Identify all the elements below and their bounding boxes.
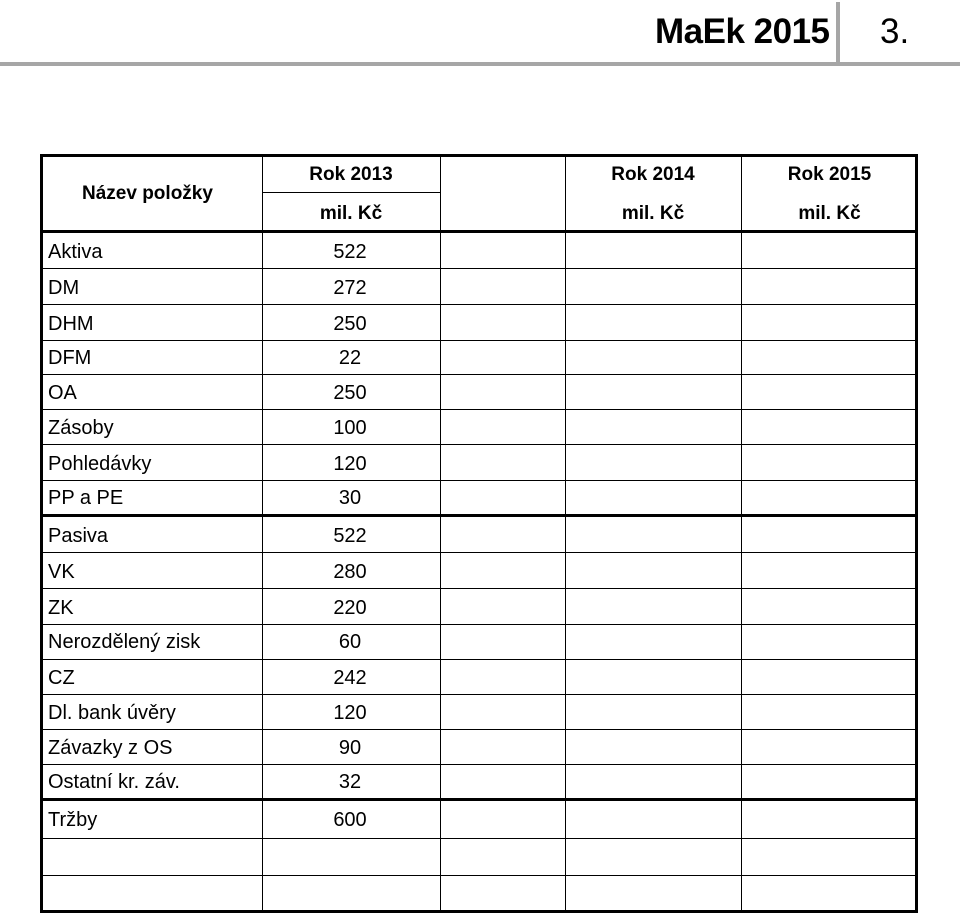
- year-2013-header: Rok 2013: [309, 164, 393, 185]
- row-label: ZK: [48, 597, 74, 619]
- value-2013: 280: [333, 561, 367, 583]
- row-rule: [40, 268, 918, 269]
- value-2013: 600: [333, 809, 367, 831]
- value-2013: 250: [333, 313, 367, 335]
- row-label: Ostatní kr. záv.: [48, 771, 180, 793]
- row-rule: [40, 588, 918, 589]
- document-title: MaEk 2015: [655, 12, 830, 51]
- row-label: Závazky z OS: [48, 737, 173, 759]
- row-label: CZ: [48, 667, 75, 689]
- value-2013: 120: [333, 702, 367, 724]
- header-divider: [836, 2, 840, 62]
- value-2013: 522: [333, 525, 367, 547]
- value-2013: 90: [338, 737, 362, 759]
- row-rule: [40, 304, 918, 305]
- unit-2013-header: mil. Kč: [319, 203, 383, 224]
- row-label: PP a PE: [48, 487, 124, 509]
- row-label: Zásoby: [48, 417, 114, 439]
- header-subline: [262, 192, 440, 193]
- value-2013: 30: [338, 487, 362, 509]
- row-label: DM: [48, 277, 80, 299]
- row-rule: [40, 374, 918, 375]
- row-rule: [40, 729, 918, 730]
- row-rule: [40, 444, 918, 445]
- value-2013: 272: [333, 277, 367, 299]
- value-2013: 250: [333, 382, 367, 404]
- row-label: Pohledávky: [48, 453, 152, 475]
- header-rule: [0, 62, 960, 66]
- row-label: OA: [48, 382, 77, 404]
- section-rule: [40, 798, 918, 801]
- row-rule: [40, 552, 918, 553]
- row-label: DFM: [48, 347, 92, 369]
- value-2013: 120: [333, 453, 367, 475]
- row-rule: [40, 480, 918, 481]
- row-rule: [40, 340, 918, 341]
- header-bottom-rule: [40, 230, 918, 233]
- row-rule: [40, 875, 918, 876]
- row-label: Nerozdělený zisk: [48, 631, 201, 653]
- row-label: VK: [48, 561, 75, 583]
- row-label: Tržby: [48, 809, 98, 831]
- page-number: 3.: [880, 12, 910, 51]
- year-2014-header: Rok 2014: [611, 164, 695, 185]
- unit-2015-header: mil. Kč: [798, 203, 861, 224]
- value-2013: 220: [333, 597, 367, 619]
- value-2013: 522: [333, 241, 367, 263]
- value-2013: 22: [338, 347, 362, 369]
- section-rule: [40, 514, 918, 517]
- row-rule: [40, 838, 918, 839]
- name-column-header: Název položky: [82, 183, 213, 204]
- row-rule: [40, 764, 918, 765]
- year-2015-header: Rok 2015: [787, 164, 872, 185]
- value-2013: 100: [333, 417, 367, 439]
- row-rule: [40, 624, 918, 625]
- value-2013: 60: [338, 631, 362, 653]
- row-rule: [40, 409, 918, 410]
- value-2013: 242: [333, 667, 367, 689]
- value-2013: 32: [338, 771, 362, 793]
- row-rule: [40, 694, 918, 695]
- row-label: Aktiva: [48, 241, 103, 263]
- row-label: DHM: [48, 313, 94, 335]
- row-label: Pasiva: [48, 525, 109, 547]
- row-rule: [40, 659, 918, 660]
- unit-2014-header: mil. Kč: [621, 203, 685, 224]
- row-label: Dl. bank úvěry: [48, 702, 176, 724]
